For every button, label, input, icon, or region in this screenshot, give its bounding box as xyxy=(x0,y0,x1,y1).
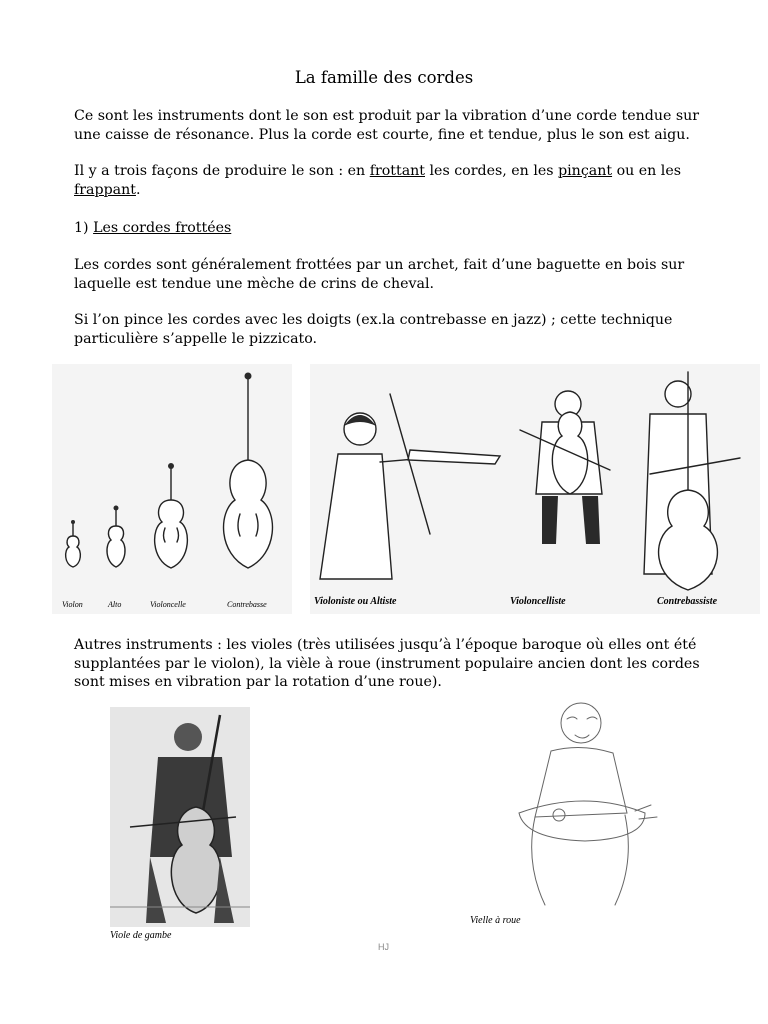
caption-violoncelliste: Violoncelliste xyxy=(510,596,566,607)
ways-text-mid2: ou en les xyxy=(612,163,682,179)
viola-da-gamba-illustration xyxy=(110,707,250,927)
caption-violon: Violon xyxy=(62,600,83,609)
instruments-drawing xyxy=(52,364,292,614)
page-footer: HJ xyxy=(378,942,389,952)
instruments-size-illustration xyxy=(52,364,292,614)
others-paragraph: Autres instruments : les violes (très utilisées jusqu’à l’époque baroque où elles ont été supplantées par le violon), la vièle à roue (instrument populaire ancien dont les cordes sont mises en vibration par la rotation d’une roue). xyxy=(74,637,700,690)
pizzicato-paragraph: Si l’on pince les cordes avec les doigts (ex.la contrebasse en jazz) ; cette technique particulière s’appelle le pizzicato. xyxy=(74,312,673,347)
ways-paragraph xyxy=(74,162,714,199)
players-drawing xyxy=(310,364,760,614)
ways-text-end: . xyxy=(135,181,141,198)
ways-text-mid1: les cordes, en les xyxy=(425,163,559,179)
cellist-drawing xyxy=(520,391,610,544)
cello-drawing xyxy=(155,463,188,568)
caption-violoniste: Violoniste ou Altiste xyxy=(314,596,397,607)
violin-drawing xyxy=(66,520,81,567)
caption-vielle-a-roue: Vielle à roue xyxy=(470,915,521,926)
ways-text-before: Il y a trois façons de produire le son : en xyxy=(74,163,370,179)
section-number: 1) xyxy=(74,220,94,236)
bassist-drawing xyxy=(644,372,740,590)
violinist-drawing xyxy=(320,394,500,579)
bow-paragraph: Les cordes sont généralement frottées par un archet, fait d’une baguette en bois sur laquelle est tendue une mèche de crins de cheval. xyxy=(74,257,685,292)
caption-viole-de-gambe: Viole de gambe xyxy=(110,930,172,941)
players-illustration xyxy=(310,364,760,614)
viola-da-gamba-drawing xyxy=(110,707,250,927)
ways-word-frappant: frappant xyxy=(74,181,136,198)
caption-alto: Alto xyxy=(108,600,122,609)
ways-word-frottant: frottant xyxy=(369,163,425,179)
caption-contrebasse: Contrebasse xyxy=(227,600,267,609)
caption-contrebassiste: Contrebassiste xyxy=(657,596,718,607)
section-heading xyxy=(74,219,714,238)
caption-violoncelle: Violoncelle xyxy=(150,600,186,609)
section-title: Les cordes frottées xyxy=(93,220,232,236)
hurdy-gurdy-drawing xyxy=(495,693,665,908)
page-title: La famille des cordes xyxy=(294,68,474,87)
viola-drawing xyxy=(107,506,125,568)
hurdy-gurdy-illustration xyxy=(495,693,665,908)
ways-word-pincant: pinçant xyxy=(558,163,613,179)
intro-paragraph: Ce sont les instruments dont le son est produit par la vibration d’une corde tendue sur une caisse de résonance. Plus la corde est courte, fine et tendue, plus le son est aigu. xyxy=(74,108,700,143)
double-bass-drawing xyxy=(224,373,273,569)
